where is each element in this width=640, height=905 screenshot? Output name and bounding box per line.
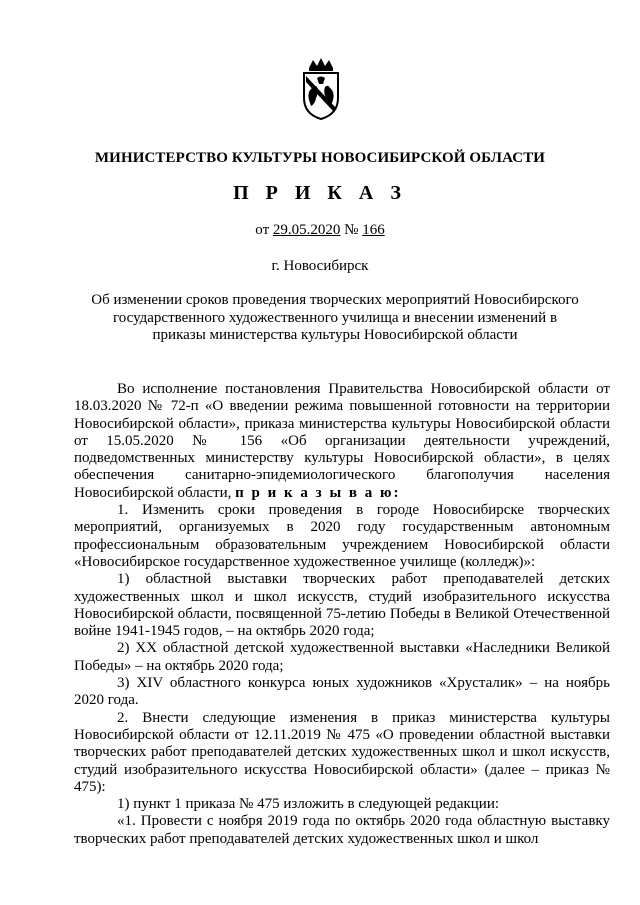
order-word: п р и к а з ы в а ю: (235, 484, 401, 501)
document-body (74, 381, 610, 848)
paragraph-2-1: 1) пункт 1 приказа № 475 изложить в следующей редакции: (117, 796, 500, 813)
paragraph-1-3: 3) XIV областного конкурса юных художников «Хрусталик» – на ноябрь 2020 года. (74, 675, 610, 709)
city: г. Новосибирск (271, 258, 369, 274)
paragraph-2: 2. Внести следующие изменения в приказ министерства культуры Новосибирской области от 12.11.2019 № 475 «О проведении областной выставки творческих работ преподавателей детских художественных школ и школ искусств, студий изобразительного искусства Новосибирской области» (далее – приказ № 475): (74, 709, 610, 795)
date-line (0, 222, 640, 239)
coat-of-arms-icon (295, 56, 347, 122)
paragraph-1-1: 1) областной выставки творческих работ преподавателей детских художественных школ и школ искусств, студий изобразительного искусства Новосибирской области, посвященной 75-летию Победы в Великой Отечественной войне 1941-1945 годов, – на октябрь 2020 года; (74, 571, 610, 640)
number-sign: № (344, 222, 359, 238)
intro-text: Во исполнение постановления Правительства Новосибирской области от 18.03.2020 № 72-п «О введении режима повышенной готовности на территории Новосибирской области», приказа министерства культуры Новосибирской области от 15.05.2020 № 156 «Об организации деятельности учреждений, подведомственных министерству культуры Новосибирской области», в целях обеспечения санитарно-эпидемиологического благополучия населения Новосибирской области, (74, 381, 610, 501)
paragraph-1-2: 2) XX областной детской художественной выставки «Наследники Великой Победы» – на октябрь 2020 года; (74, 640, 610, 674)
document-type: П Р И К А З (233, 182, 407, 204)
document-date: 29.05.2020 (272, 222, 341, 238)
document-subject: Об изменении сроков проведения творческих мероприятий Новосибирского государственного художественного училища и внесении изменений в приказы министерства культуры Новосибирской области (91, 292, 579, 343)
ministry-title: МИНИСТЕРСТВО КУЛЬТУРЫ НОВОСИБИРСКОЙ ОБЛАСТИ (94, 150, 546, 166)
document-number: 166 (362, 222, 385, 238)
intro-paragraph (74, 381, 610, 502)
date-prefix: от (255, 222, 270, 238)
paragraph-2-quote: «1. Провести с ноября 2019 года по октябрь 2020 года областную выставку творческих работ преподавателей детских художественных школ и школ (74, 813, 610, 847)
paragraph-1: 1. Изменить сроки проведения в городе Новосибирске творческих мероприятий, организуемых в 2020 году государственным автономным профессиональным образовательным учреждением Новосибирской области «Новосибирское государственное художественное училище (колледж)»: (74, 502, 610, 570)
